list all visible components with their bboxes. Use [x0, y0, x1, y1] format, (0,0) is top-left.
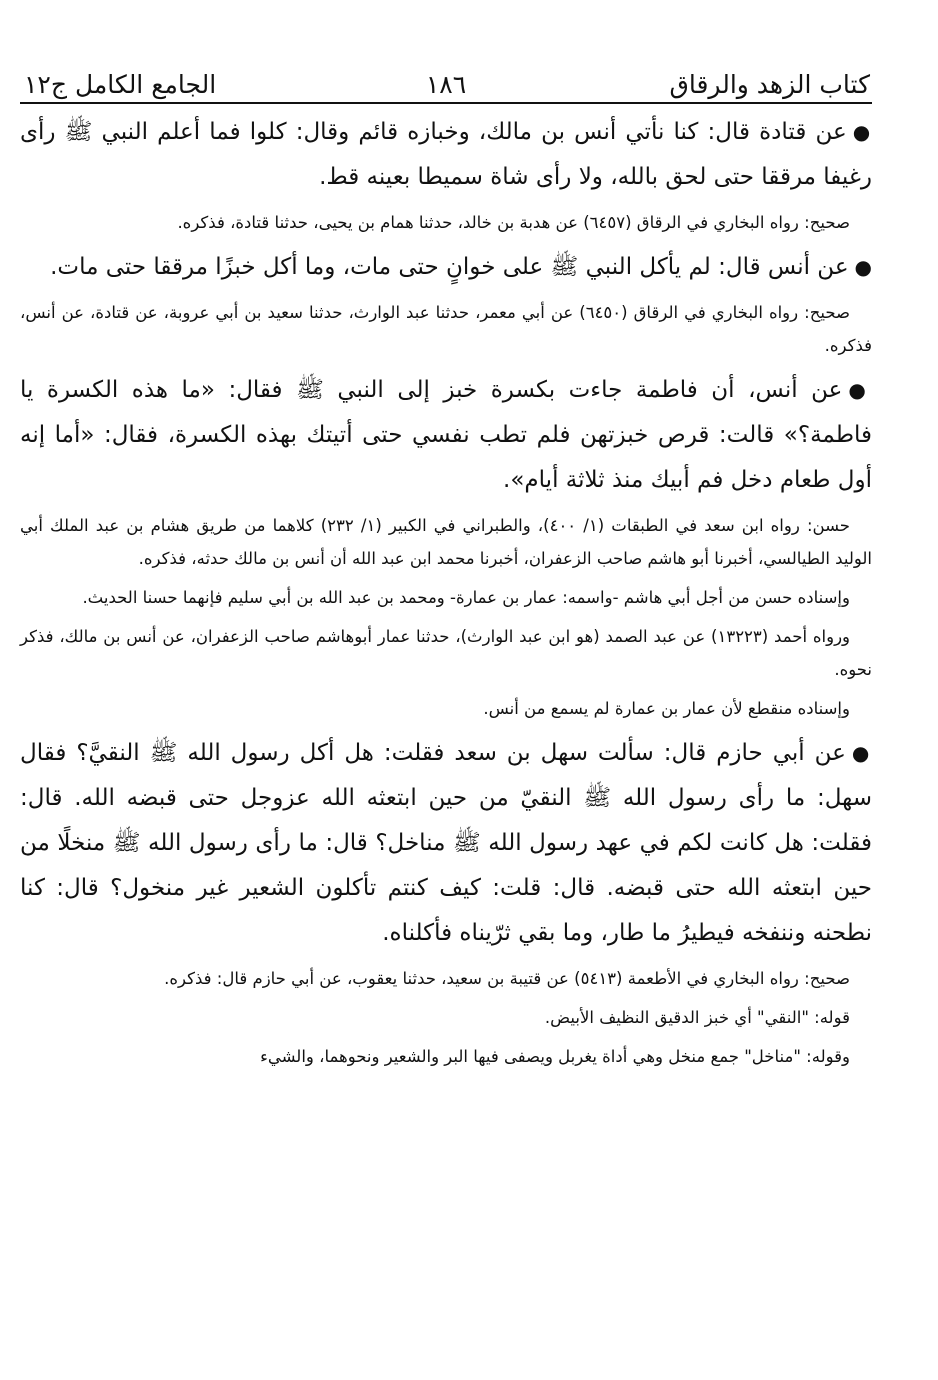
bullet-icon: ● — [851, 741, 872, 765]
hadith-paragraph — [20, 731, 872, 956]
hadith-text: عن أنس، أن فاطمة جاءت بكسرة خبز إلى النبي ﷺ فقال: «ما هذه الكسرة يا فاطمة؟» قالت: قرص خبزتهن فلم تطب نفسي حتى أتيتك بهذه الكسرة، فقال: «أما إنه أول طعام دخل فم أبيك منذ ثلاثة أيام». — [20, 377, 872, 493]
hadith-paragraph — [20, 110, 872, 200]
hadith-text: عن قتادة قال: كنا نأتي أنس بن مالك، وخبازه قائم وقال: كلوا فما أعلم النبي ﷺ رأى رغيفا مرققا حتى لحق بالله، ولا رأى شاة سميطا بعينه قط. — [20, 119, 872, 190]
gloss-note: قوله: "النقي" أي خبز الدقيق النظيف الأبيض. — [544, 1008, 850, 1027]
page-header — [20, 58, 872, 104]
takhrij-note: ورواه أحمد (١٣٢٢٣) عن عبد الصمد (هو ابن عبد الوارث)، حدثنا عمار أبوهاشم صاحب الزعفران، عن أنس بن مالك، فذكر نحوه. — [20, 627, 872, 679]
bullet-icon: ● — [848, 378, 873, 402]
takhrij-note: صحيح: رواه البخاري في الرقاق (٦٤٥٧) عن هدبة بن خالد، حدثنا همام بن يحيى، حدثنا قتادة، فذكره. — [177, 213, 850, 232]
hadith-text: عن أبي حازم قال: سألت سهل بن سعد فقلت: هل أكل رسول الله ﷺ النقيَّ؟ فقال سهل: ما رأى رسول الله ﷺ النقيّ من حين ابتعثه الله عزوجل حتى قبضه الله. قال: فقلت: هل كانت لكم في عهد رسول الله ﷺ مناخل؟ قال: ما رأى رسول الله ﷺ منخلًا من حين ابتعثه الله حتى قبضه. قال: قلت: كيف كنتم تأكلون الشعير غير منخول؟ قال: كنا نطحنه وننفخه فيطيرُ ما طار، وما بقي ثرّيناه فأكلناه. — [20, 740, 872, 946]
bullet-icon: ● — [852, 120, 872, 144]
page-content — [20, 104, 872, 1073]
bullet-icon: ● — [854, 255, 872, 279]
hadith-paragraph — [20, 368, 872, 503]
takhrij-note: حسن: رواه ابن سعد في الطبقات (١/ ٤٠٠)، والطبراني في الكبير (١/ ٢٣٢) كلاهما من طريق هشام بن عبد الملك أبي الوليد الطيالسي، أخبرنا أبو هاشم صاحب الزعفران، أخبرنا محمد ابن عبد الله أن أنس بن مالك حدثه، فذكره. — [20, 516, 872, 568]
book-page — [20, 58, 872, 1079]
takhrij-note: صحيح: رواه البخاري في الأطعمة (٥٤١٣) عن قتيبة بن سعيد، حدثنا يعقوب، عن أبي حازم قال: فذكره. — [164, 969, 850, 988]
hadith-text: عن أنس قال: لم يأكل النبي ﷺ على خوانٍ حتى مات، وما أكل خبزًا مرققا حتى مات. — [50, 254, 849, 280]
series-title: الجامع الكامل ج١٢ — [24, 70, 217, 99]
hadith-paragraph — [20, 245, 872, 290]
takhrij-note: صحيح: رواه البخاري في الرقاق (٦٤٥٠) عن أبي معمر، حدثنا عبد الوارث، حدثنا سعيد بن أبي عروبة، عن قتادة، عن أنس، فذكره. — [20, 303, 872, 355]
page-number: ١٨٦ — [425, 70, 467, 99]
takhrij-note: وإسناده حسن من أجل أبي هاشم -واسمه: عمار بن عمارة- ومحمد بن عبد الله بن أبي سليم فإنهما حسنا الحديث. — [82, 588, 850, 607]
book-title: كتاب الزهد والرقاق — [669, 70, 870, 99]
takhrij-note: وإسناده منقطع لأن عمار بن عمارة لم يسمع من أنس. — [483, 699, 850, 718]
gloss-note: وقوله: "مناخل" جمع منخل وهي أداة يغربل ويصفى فيها البر والشعير ونحوهما، والشيء — [260, 1047, 850, 1066]
